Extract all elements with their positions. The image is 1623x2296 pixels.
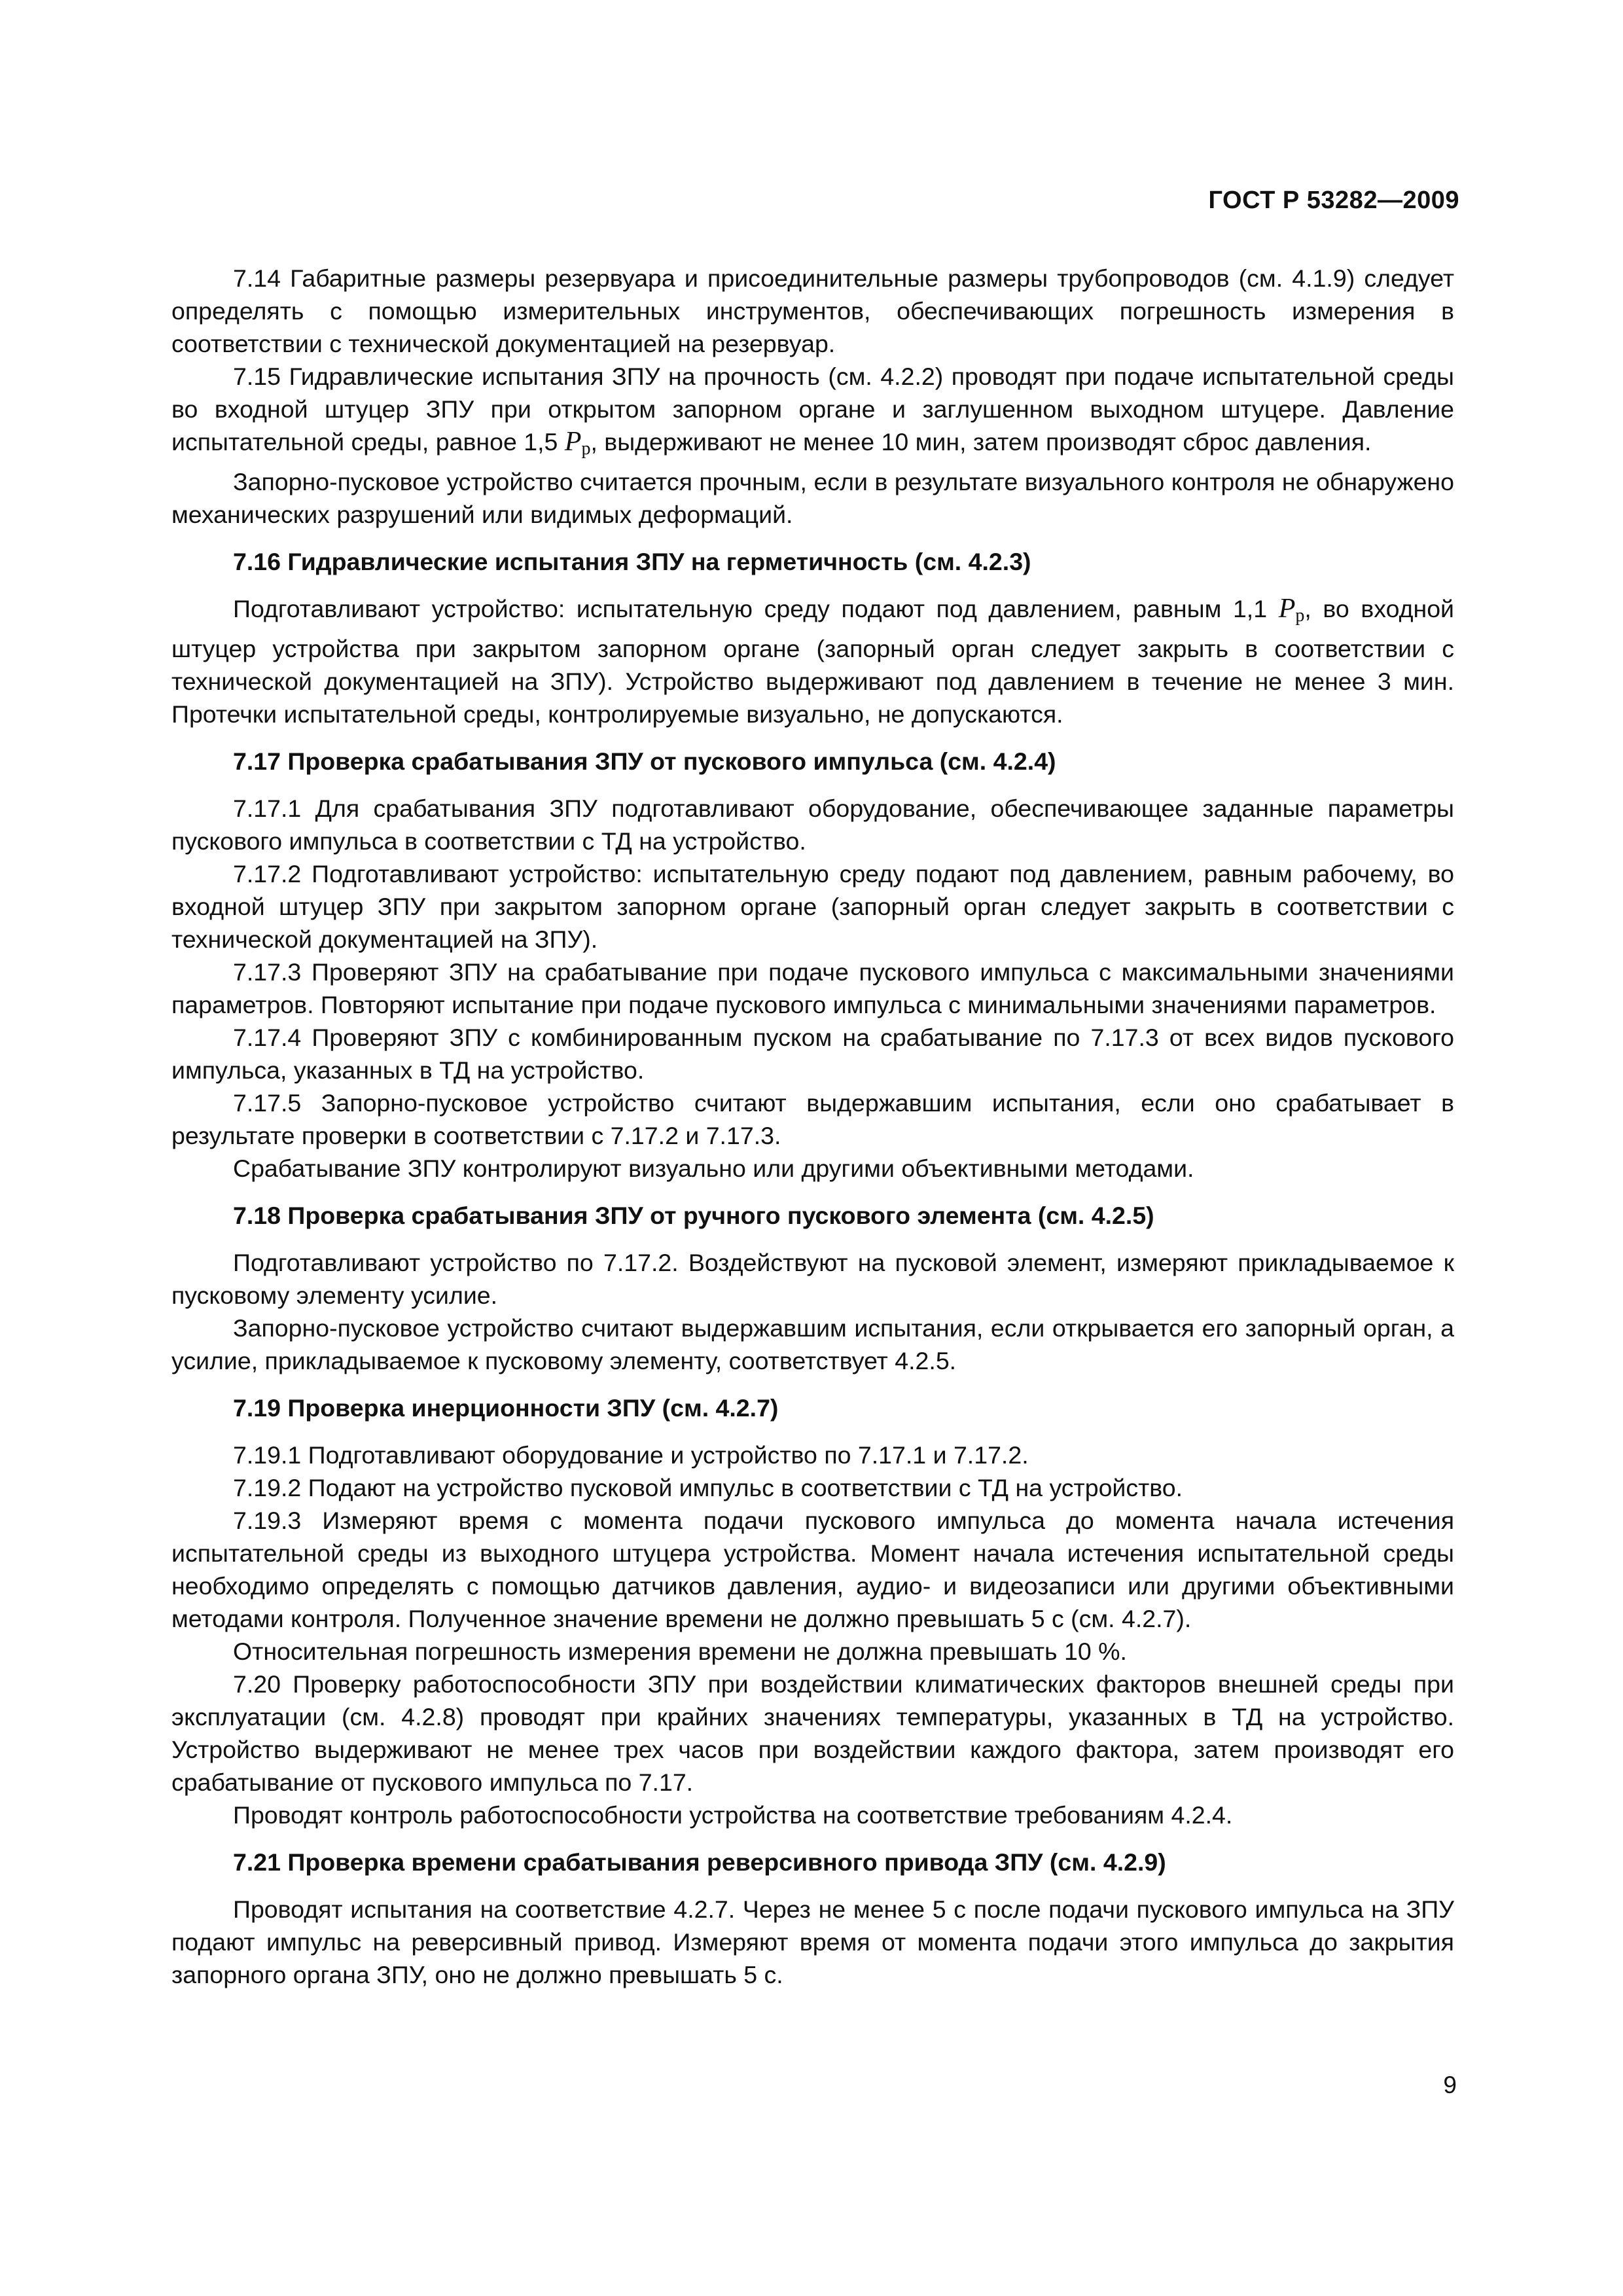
paragraph-7-17-control: Срабатывание ЗПУ контролируют визуально или другими объективными методами.: [233, 1155, 1194, 1182]
paragraph-7-20: 7.20 Проверку работоспособности ЗПУ при воздействии климатических факторов внешней среды при эксплуатации (см. 4.2.8) проводят при крайних значениях температуры, указанных в ТД на устройство. Устройство выдерживают не менее трех часов при воздействии каждого фактора, затем производят его срабатывание от пускового импульса по 7.17.: [171, 1670, 1454, 1796]
paragraph-7-19-error: Относительная погрешность измерения времени не должна превышать 10 %.: [233, 1638, 1127, 1665]
pressure-subscript: р: [581, 439, 591, 459]
paragraph-7-17-3: 7.17.3 Проверяют ЗПУ на срабатывание при подаче пускового импульса с максимальными значениями параметров. Повторяют испытание при подаче пускового импульса с минимальными значениями параметров.: [171, 958, 1454, 1018]
pressure-symbol: P: [1278, 594, 1296, 624]
paragraph-7-15: [171, 360, 1454, 465]
heading-7-19: 7.19 Проверка инерционности ЗПУ (см. 4.2.7): [233, 1394, 779, 1422]
paragraph-7-18-1: Подготавливают устройство по 7.17.2. Воздействуют на пусковой элемент, измеряют прикладываемое к пусковому элементу усилие.: [171, 1249, 1454, 1309]
heading-7-18: 7.18 Проверка срабатывания ЗПУ от ручного пускового элемента (см. 4.2.5): [233, 1202, 1154, 1229]
paragraph-7-17-2: 7.17.2 Подготавливают устройство: испытательную среду подают под давлением, равным рабочему, во входной штуцер ЗПУ при закрытом запорном органе (запорный орган следует закрыть в соответствии с технической документацией на ЗПУ).: [171, 860, 1454, 953]
page-number: 9: [1443, 2072, 1457, 2098]
paragraph-7-17-5: 7.17.5 Запорно-пусковое устройство считают выдержавшим испытания, если оно срабатывает в результате проверки в соответствии с 7.17.2 и 7.17.3.: [171, 1089, 1454, 1149]
paragraph-7-17-1: 7.17.1 Для срабатывания ЗПУ подготавливают оборудование, обеспечивающее заданные параметры пускового импульса в соответствии с ТД на устройство.: [171, 795, 1454, 855]
document-body: [171, 262, 1454, 1991]
paragraph-7-15-text-b: , выдерживают не менее 10 мин, затем производят сброс давления.: [590, 428, 1372, 456]
pressure-symbol: P: [564, 427, 582, 457]
paragraph-7-16: [171, 592, 1454, 730]
paragraph-7-16-text-a: Подготавливают устройство: испытательную среду подают под давлением, равным 1,1: [233, 595, 1268, 622]
heading-7-17: 7.17 Проверка срабатывания ЗПУ от пускового импульса (см. 4.2.4): [233, 747, 1056, 775]
paragraph-7-19-3: 7.19.3 Измеряют время с момента подачи пускового импульса до момента начала истечения испытательной среды из выходного штуцера устройства. Момент начала истечения испытательной среды необходимо определять с помощью датчиков давления, аудио- и видеозаписи или другими объективными методами контроля. Полученное значение времени не должно превышать 5 с (см. 4.2.7).: [171, 1507, 1454, 1632]
heading-7-16: 7.16 Гидравлические испытания ЗПУ на герметичность (см. 4.2.3): [233, 548, 1031, 575]
paragraph-7-15-strength: Запорно-пусковое устройство считается прочным, если в результате визуального контроля не обнаружено механических разрушений или видимых деформаций.: [171, 468, 1454, 528]
paragraph-7-19-2: 7.19.2 Подают на устройство пусковой импульс в соответствии с ТД на устройство.: [233, 1474, 1183, 1501]
heading-7-21: 7.21 Проверка времени срабатывания реверсивного привода ЗПУ (см. 4.2.9): [233, 1848, 1166, 1876]
paragraph-7-15-text-a: 7.15 Гидравлические испытания ЗПУ на прочность (см. 4.2.2) проводят при подаче испытательной среды во входной штуцер ЗПУ при открытом запорном органе и заглушенном выходном штуцере. Давление испытательной среды, равное 1,5: [171, 363, 1454, 456]
paragraph-7-18-2: Запорно-пусковое устройство считают выдержавшим испытания, если открывается его запорный орган, а усилие, прикладываемое к пусковому элементу, соответствует 4.2.5.: [171, 1314, 1454, 1374]
paragraph-7-14: 7.14 Габаритные размеры резервуара и присоединительные размеры трубопроводов (см. 4.1.9) следует определять с помощью измерительных инструментов, обеспечивающих погрешность измерения в соответствии с технической документацией на резервуар.: [171, 264, 1454, 357]
pressure-subscript: р: [1295, 605, 1305, 626]
paragraph-7-21: Проводят испытания на соответствие 4.2.7. Через не менее 5 с после подачи пускового импульса на ЗПУ подают импульс на реверсивный привод. Измеряют время от момента подачи этого импульса до закрытия запорного органа ЗПУ, оно не должно превышать 5 с.: [171, 1895, 1454, 1988]
paragraph-7-16-text-b: , во входной штуцер устройства при закрытом запорном органе (запорный орган следует закрыть в соответствии с технической документацией на ЗПУ). Устройство выдерживают под давлением в течение не менее 3 мин. Протечки испытательной среды, контролируемые визуально, не допускаются.: [171, 595, 1455, 728]
document-header: ГОСТ Р 53282—2009: [1208, 187, 1459, 214]
paragraph-7-17-4: 7.17.4 Проверяют ЗПУ с комбинированным пуском на срабатывание по 7.17.3 от всех видов пускового импульса, указанных в ТД на устройство.: [171, 1024, 1454, 1084]
paragraph-7-20-control: Проводят контроль работоспособности устройства на соответствие требованиям 4.2.4.: [233, 1801, 1233, 1829]
paragraph-7-19-1: 7.19.1 Подготавливают оборудование и устройство по 7.17.1 и 7.17.2.: [233, 1441, 1029, 1469]
